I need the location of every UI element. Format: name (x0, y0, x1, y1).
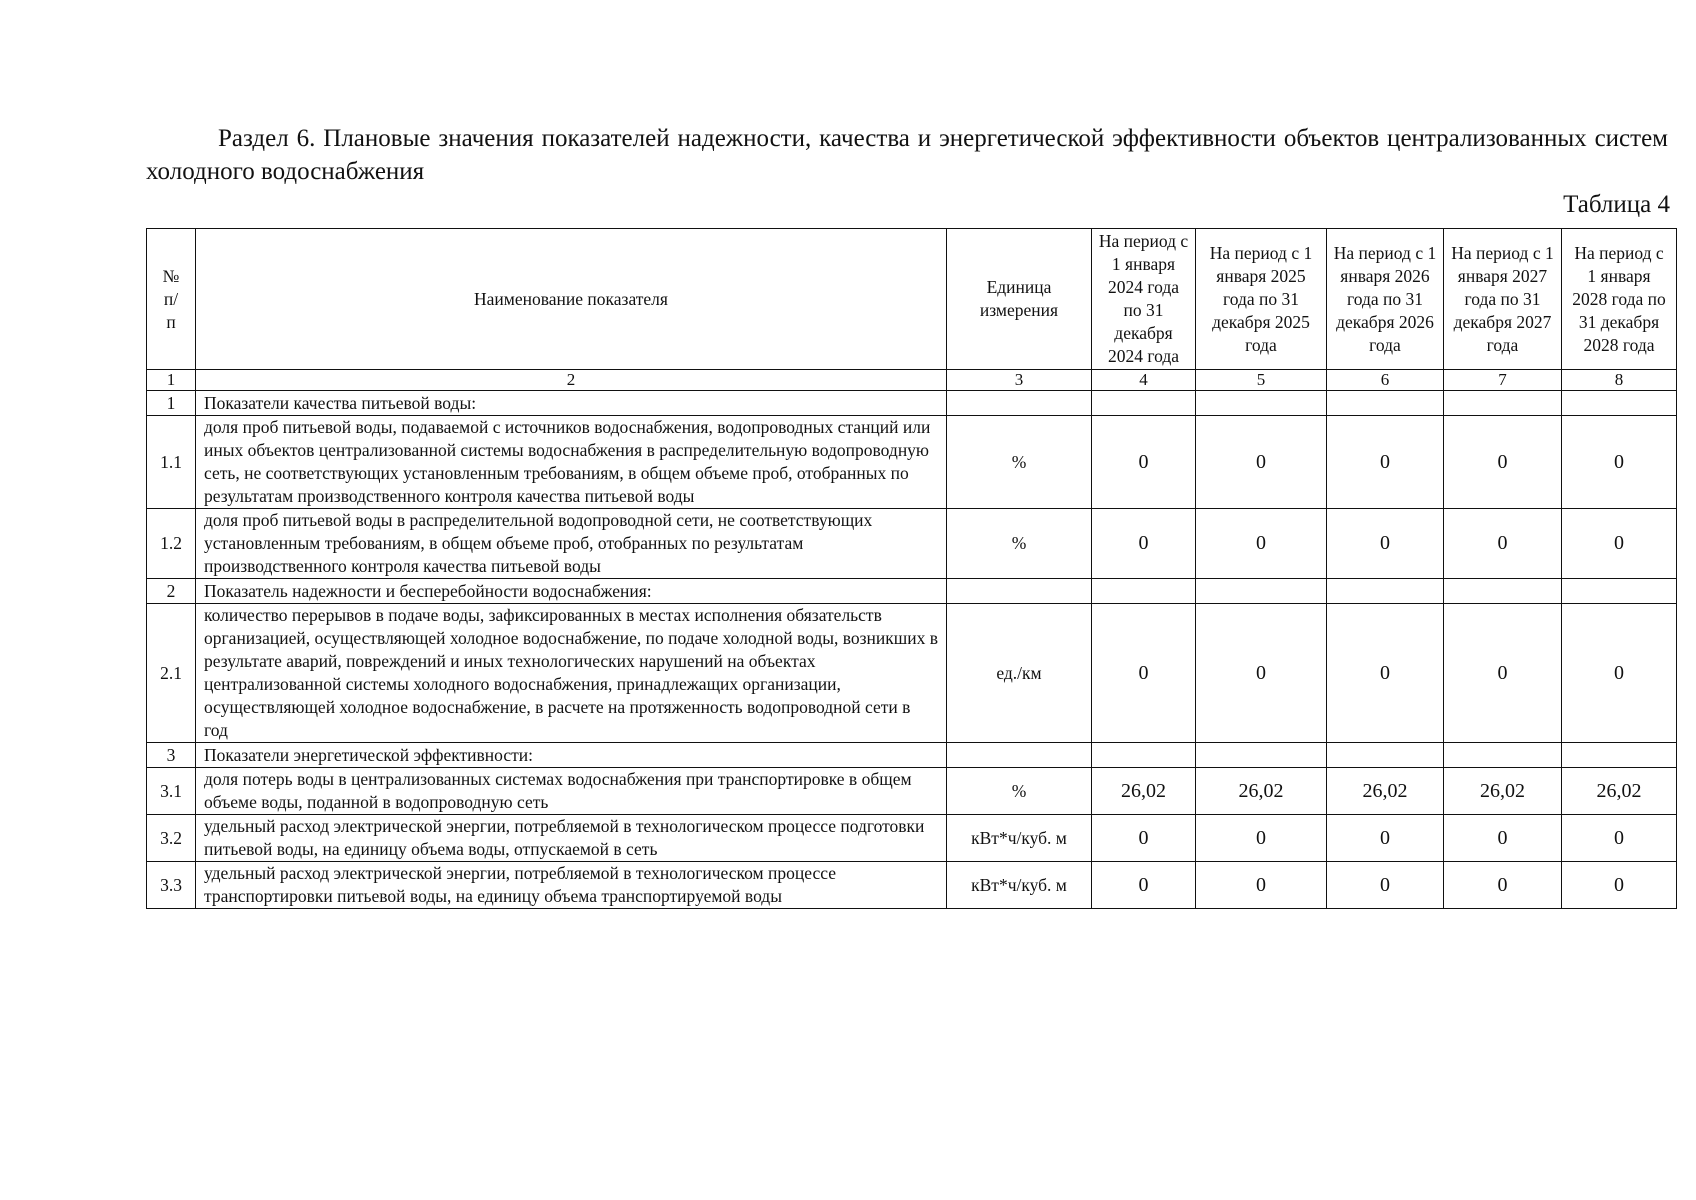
header-period-2026: На период с 1 января 2026 года по 31 декабря 2026 года (1327, 229, 1444, 370)
row-value-2025: 0 (1196, 862, 1327, 909)
header-period-2024: На период с 1 января 2024 года по 31 декабря 2024 года (1092, 229, 1196, 370)
header-period-2028: На период с 1 января 2028 года по 31 декабря 2028 года (1562, 229, 1677, 370)
row-name: доля проб питьевой воды, подаваемой с источников водоснабжения, водопроводных станций или иных объектов централизованной системы водоснабжения в распределительную водопроводную сеть, не соответствующих установленным требованиям, в общем объеме проб, отобранных по результатам производственного контроля качества питьевой воды (196, 416, 947, 509)
row-name: удельный расход электрической энергии, потребляемой в технологическом процессе подготовки питьевой воды, на единицу объема воды, отпускаемой в сеть (196, 815, 947, 862)
column-number: 1 (147, 370, 196, 391)
row-value-2026 (1327, 391, 1444, 416)
row-value-2024: 0 (1092, 604, 1196, 743)
row-value-2028: 0 (1562, 815, 1677, 862)
row-value-2024: 26,02 (1092, 768, 1196, 815)
table-row (147, 391, 1677, 416)
row-value-2028: 0 (1562, 509, 1677, 579)
row-value-2028 (1562, 743, 1677, 768)
row-value-2026: 0 (1327, 604, 1444, 743)
row-unit: ед./км (947, 604, 1092, 743)
row-no: 3 (147, 743, 196, 768)
row-no: 2.1 (147, 604, 196, 743)
row-name: Показатель надежности и бесперебойности водоснабжения: (196, 579, 947, 604)
row-value-2025 (1196, 391, 1327, 416)
header-no: № п/ п (147, 229, 196, 370)
row-value-2025 (1196, 579, 1327, 604)
row-value-2027: 0 (1444, 416, 1562, 509)
row-no: 1.2 (147, 509, 196, 579)
row-value-2028: 0 (1562, 604, 1677, 743)
table-row (147, 768, 1677, 815)
row-unit (947, 391, 1092, 416)
row-value-2024 (1092, 391, 1196, 416)
row-name: Показатели энергетической эффективности: (196, 743, 947, 768)
row-value-2024 (1092, 579, 1196, 604)
column-number: 7 (1444, 370, 1562, 391)
row-value-2024: 0 (1092, 815, 1196, 862)
row-name: доля потерь воды в централизованных системах водоснабжения при транспортировке в общем объеме воды, поданной в водопроводную сеть (196, 768, 947, 815)
column-number: 4 (1092, 370, 1196, 391)
header-period-2025: На период с 1 января 2025 года по 31 декабря 2025 года (1196, 229, 1327, 370)
table-row (147, 815, 1677, 862)
row-name: доля проб питьевой воды в распределительной водопроводной сети, не соответствующих установленным требованиям, в общем объеме проб, отобранных по результатам производственного контроля качества питьевой воды (196, 509, 947, 579)
row-no: 3.2 (147, 815, 196, 862)
row-unit: кВт*ч/куб. м (947, 862, 1092, 909)
table-row (147, 862, 1677, 909)
row-value-2026: 0 (1327, 815, 1444, 862)
row-name: количество перерывов в подаче воды, зафиксированных в местах исполнения обязательств организацией, осуществляющей холодное водоснабжение, по подаче холодной воды, возникших в результате аварий, повреждений и иных технологических нарушений на объектах централизованной системы холодного водоснабжения, принадлежащих организации, осуществляющей холодное водоснабжение, в расчете на протяженность водопроводной сети в год (196, 604, 947, 743)
row-value-2027 (1444, 743, 1562, 768)
row-value-2027: 0 (1444, 509, 1562, 579)
section-heading-text: Раздел 6. Плановые значения показателей надежности, качества и энергетической эффективности объектов централизованных систем холодного водоснабжения (146, 125, 1668, 185)
indicators-table (146, 228, 1677, 909)
row-no: 2 (147, 579, 196, 604)
row-name: Показатели качества питьевой воды: (196, 391, 947, 416)
column-number: 5 (1196, 370, 1327, 391)
row-value-2026 (1327, 579, 1444, 604)
row-value-2024: 0 (1092, 862, 1196, 909)
row-value-2027 (1444, 391, 1562, 416)
row-value-2027 (1444, 579, 1562, 604)
row-value-2026: 26,02 (1327, 768, 1444, 815)
header-period-2027: На период с 1 января 2027 года по 31 декабря 2027 года (1444, 229, 1562, 370)
row-value-2027: 26,02 (1444, 768, 1562, 815)
row-value-2025: 0 (1196, 509, 1327, 579)
table-row (147, 416, 1677, 509)
row-value-2027: 0 (1444, 815, 1562, 862)
column-number: 8 (1562, 370, 1677, 391)
header-unit: Единица измерения (947, 229, 1092, 370)
row-value-2028: 26,02 (1562, 768, 1677, 815)
row-value-2028: 0 (1562, 862, 1677, 909)
row-no: 1 (147, 391, 196, 416)
row-unit: кВт*ч/куб. м (947, 815, 1092, 862)
row-value-2024: 0 (1092, 509, 1196, 579)
column-number: 3 (947, 370, 1092, 391)
table-row (147, 509, 1677, 579)
row-no: 3.1 (147, 768, 196, 815)
row-unit: % (947, 416, 1092, 509)
column-number: 2 (196, 370, 947, 391)
row-value-2026 (1327, 743, 1444, 768)
row-name: удельный расход электрической энергии, потребляемой в технологическом процессе транспортировки питьевой воды, на единицу объема транспортируемой воды (196, 862, 947, 909)
row-value-2026: 0 (1327, 509, 1444, 579)
header-name: Наименование показателя (196, 229, 947, 370)
row-no: 3.3 (147, 862, 196, 909)
row-value-2026: 0 (1327, 416, 1444, 509)
row-value-2025: 0 (1196, 604, 1327, 743)
table-row (147, 743, 1677, 768)
table-row (147, 604, 1677, 743)
row-unit (947, 579, 1092, 604)
row-unit (947, 743, 1092, 768)
row-value-2025: 0 (1196, 815, 1327, 862)
row-value-2027: 0 (1444, 862, 1562, 909)
header-row (147, 229, 1677, 370)
row-value-2025: 0 (1196, 416, 1327, 509)
section-heading (146, 122, 1668, 188)
row-unit: % (947, 509, 1092, 579)
row-value-2028 (1562, 579, 1677, 604)
column-number: 6 (1327, 370, 1444, 391)
row-value-2025: 26,02 (1196, 768, 1327, 815)
row-value-2024 (1092, 743, 1196, 768)
row-value-2025 (1196, 743, 1327, 768)
row-unit: % (947, 768, 1092, 815)
row-value-2027: 0 (1444, 604, 1562, 743)
row-value-2028: 0 (1562, 416, 1677, 509)
column-numbers-row (147, 370, 1677, 391)
table-label: Таблица 4 (1563, 191, 1670, 218)
table-row (147, 579, 1677, 604)
row-value-2028 (1562, 391, 1677, 416)
row-no: 1.1 (147, 416, 196, 509)
row-value-2024: 0 (1092, 416, 1196, 509)
row-value-2026: 0 (1327, 862, 1444, 909)
